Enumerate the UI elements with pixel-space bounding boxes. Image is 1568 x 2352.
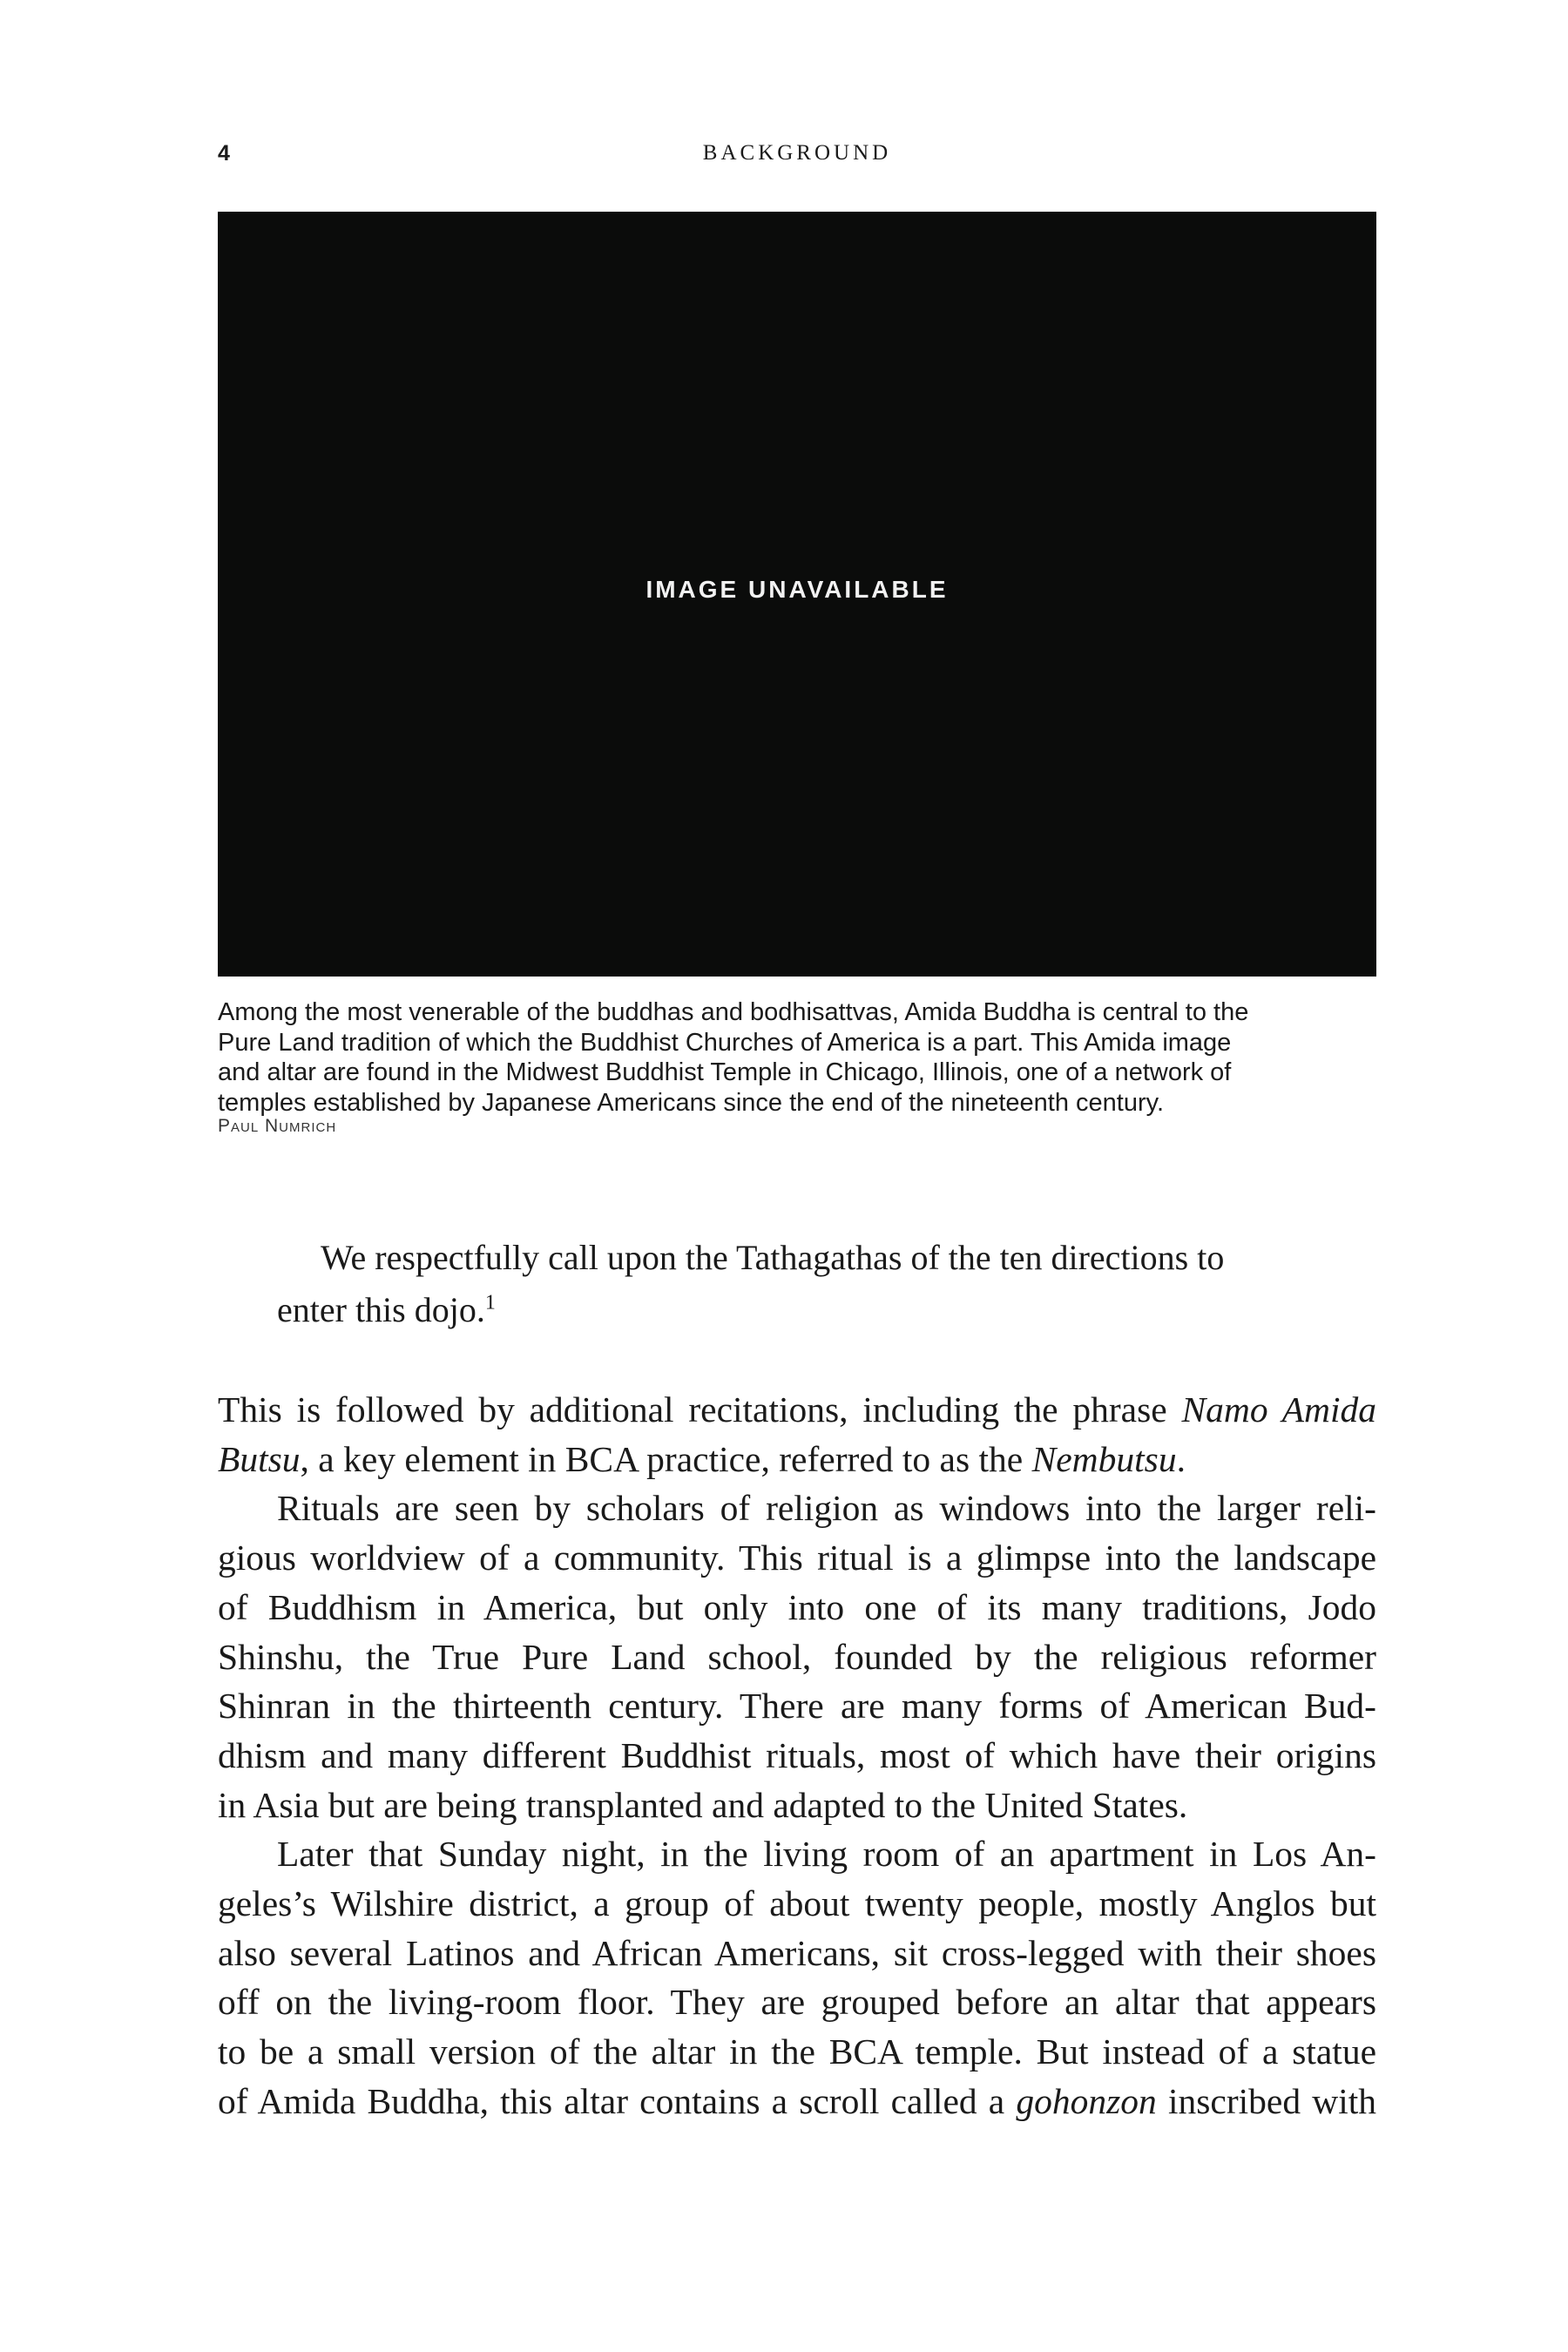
block-quote xyxy=(277,1232,1366,1336)
text-line: to be a small version of the altar in the BCA temple. But instead of a statue xyxy=(218,2031,1376,2072)
text-line xyxy=(218,2077,1376,2126)
text-run: , a key element in BCA practice, referred to as the xyxy=(300,1438,1024,1479)
quote-line xyxy=(277,1284,1366,1336)
caption-line: temples established by Japanese Americans since the end of the nineteenth century. xyxy=(218,1088,1165,1117)
photo-credit: Paul Numrich xyxy=(218,1116,337,1136)
text-line: Later that Sunday night, in the living room of an apartment in Los An- xyxy=(277,1834,1376,1875)
paragraph-3 xyxy=(218,1829,1376,2126)
italic-term: Butsu xyxy=(218,1438,301,1479)
paragraph-2 xyxy=(218,1484,1376,1829)
page-number: 4 xyxy=(218,141,230,166)
text-line: also several Latinos and African Americans, sit cross-legged with their shoes xyxy=(218,1932,1376,1973)
text-run: This is followed by additional recitations, including the phrase xyxy=(218,1389,1167,1429)
text-line xyxy=(218,1385,1376,1435)
text-line: off on the living-room floor. They are grouped before an altar that appears xyxy=(218,1982,1376,2023)
text-line: Shinshu, the True Pure Land school, founded by the religious reformer xyxy=(218,1636,1376,1677)
caption-line: Among the most venerable of the buddhas and bodhisattvas, Amida Buddha is central to the xyxy=(218,998,1249,1026)
text-run: of Amida Buddha, this altar contains a scroll called a xyxy=(218,2080,1005,2121)
figure-caption xyxy=(218,997,1385,1118)
image-placeholder xyxy=(218,212,1376,977)
text-line: Rituals are seen by scholars of religion as windows into the larger reli- xyxy=(277,1488,1376,1529)
text-run: inscribed with xyxy=(1167,2080,1377,2121)
text-line: Shinran in the thirteenth century. There are many forms of American Bud- xyxy=(218,1686,1376,1727)
text-line: of Buddhism in America, but only into one of its many traditions, Jodo xyxy=(218,1586,1376,1627)
footnote-marker[interactable]: 1 xyxy=(484,1291,496,1315)
caption-line: and altar are found in the Midwest Buddhist Temple in Chicago, Illinois, one of a network of xyxy=(218,1058,1232,1086)
text-line: in Asia but are being transplanted and adapted to the United States. xyxy=(218,1784,1188,1825)
italic-term: gohonzon xyxy=(1016,2080,1157,2121)
running-head xyxy=(218,139,1376,174)
text-run: . xyxy=(1176,1438,1186,1479)
text-line: gious worldview of a community. This ritual is a glimpse into the landscape xyxy=(218,1538,1376,1578)
italic-term: Nembutsu xyxy=(1031,1438,1177,1479)
caption-line: Pure Land tradition of which the Buddhist Churches of America is a part. This Amida image xyxy=(218,1028,1232,1057)
italic-term: Namo Amida xyxy=(1181,1389,1376,1429)
image-unavailable-label: IMAGE UNAVAILABLE xyxy=(645,576,949,603)
text-line: geles’s Wilshire district, a group of about twenty people, mostly Anglos but xyxy=(218,1883,1376,1924)
paragraph-1 xyxy=(218,1385,1376,1484)
text-line xyxy=(218,1435,1376,1484)
quote-text: enter this dojo. xyxy=(277,1290,485,1329)
quote-line: We respectfully call upon the Tathagathas of the ten directions to xyxy=(321,1238,1225,1277)
text-line: dhism and many different Buddhist rituals, most of which have their origins xyxy=(218,1734,1376,1775)
section-title: BACKGROUND xyxy=(702,141,892,165)
body-text xyxy=(218,1385,1376,2126)
